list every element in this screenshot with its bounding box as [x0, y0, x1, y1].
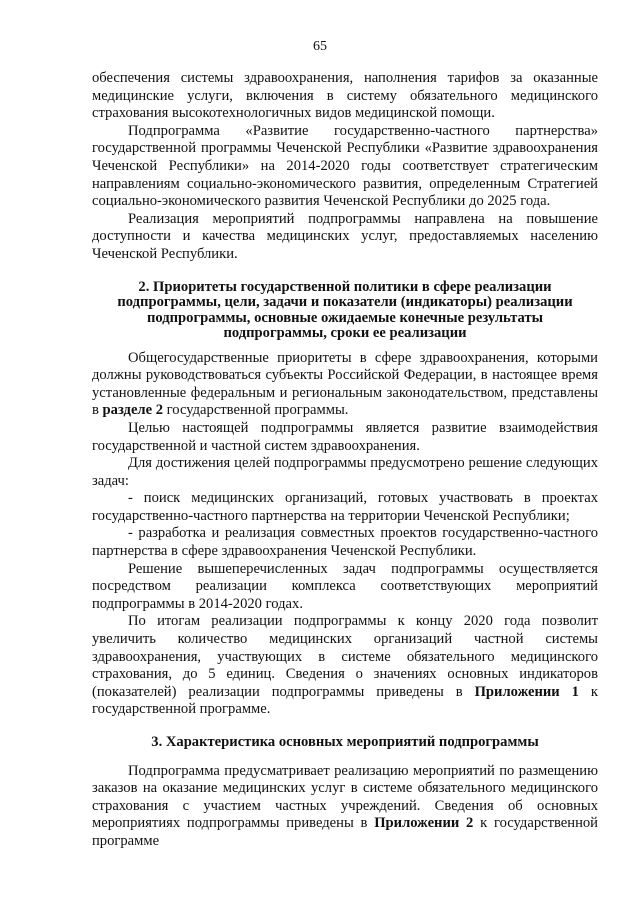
- section-2-priorities-paragraph: [92, 350, 598, 420]
- section-2-goal-paragraph: Целью настоящей подпрограммы является развитие взаимодействия государственной и частной систем здравоохранения.: [92, 419, 598, 454]
- intro-paragraph-implementation: Реализация мероприятий подпрограммы направлена на повышение доступности и качества медицинских услуг, предоставляемых населению Чеченской Республики.: [92, 210, 598, 262]
- section-reference: разделе 2: [102, 402, 164, 419]
- results-text-end: к государственной программе.: [92, 683, 598, 718]
- task-item-1: - поиск медицинских организаций, готовых участвовать в проектах государственно-частного партнерства на территории Чеченской Республики;: [92, 490, 598, 524]
- appendix-2-reference: Приложении 2: [374, 815, 474, 832]
- appendix-1-reference: Приложении 1: [474, 683, 579, 700]
- spacer: [92, 751, 598, 763]
- section-2-heading-line-2: подпрограммы, цели, задачи и показатели (индикаторы) реализации: [117, 294, 573, 311]
- intro-paragraph-subprogram: Подпрограмма «Развитие государственно-частного партнерства» государственной программы Чеченской Республики «Развитие здравоохранения Чеченской Республики» на 2014-2020 годы соответствует стратегическим направлениям социально-экономического развития, определенным Стратегией социально-экономического развития Чеченской Республики до 2025 года.: [92, 122, 598, 210]
- page-content: [92, 70, 598, 850]
- spacer: [92, 264, 598, 280]
- task-item-2: - разработка и реализация совместных проектов государственно-частного партнерства в сфере здравоохранения Чеченской Республики.: [92, 525, 598, 560]
- section-2-heading: [92, 280, 598, 342]
- spacer: [92, 342, 598, 350]
- section-2-results-paragraph: [92, 613, 598, 719]
- spacer: [92, 719, 598, 735]
- section-2-tasks-intro: Для достижения целей подпрограммы предусмотрено решение следующих задач:: [92, 455, 598, 489]
- priorities-text: Общегосударственные приоритеты в сфере здравоохранения, которыми должны руководствоваться субъекты Российской Федерации, в настоящее время установленные федеральным и региональным законодательством, представлены в: [92, 349, 598, 419]
- section-2-heading-line-4: подпрограммы, сроки ее реализации: [223, 325, 467, 342]
- page-number: 65: [313, 39, 327, 54]
- activities-text-end: к государственной программе: [92, 815, 598, 849]
- section-3-paragraph: [92, 763, 598, 851]
- activities-text: Подпрограмма предусматривает реализацию мероприятий по размещению заказов на оказание медицинских услуг в системе обязательного медицинского страхования с участием частных учреждений. Сведения об основных мероприятиях подпрограммы приведены в: [92, 762, 598, 832]
- intro-paragraph-continued: обеспечения системы здравоохранения, наполнения тарифов за оказанные медицинские услуги, включения в систему обязательного медицинского страхования высокотехнологичных видов медицинской помощи.: [92, 70, 598, 122]
- section-2-heading-line-1: 2. Приоритеты государственной политики в сфере реализации: [138, 278, 552, 295]
- section-2-solution-paragraph: Решение вышеперечисленных задач подпрограммы осуществляется посредством реализации комплекса соответствующих мероприятий подпрограммы в 2014-2020 годах.: [92, 560, 598, 612]
- section-3-heading: 3. Характеристика основных мероприятий подпрограммы: [151, 734, 539, 750]
- results-text: По итогам реализации подпрограммы к концу 2020 года позволит увеличить количество медицинских организаций частной системы здравоохранения, участвующих в системе обязательного медицинского страхования, до 5 единиц. Сведения о значениях основных индикаторов (показателей) реализации подпрограммы приведены в: [92, 613, 598, 700]
- section-2-heading-line-3: подпрограммы, основные ожидаемые конечные результаты: [146, 309, 544, 326]
- priorities-text-end: государственной программы.: [163, 402, 349, 419]
